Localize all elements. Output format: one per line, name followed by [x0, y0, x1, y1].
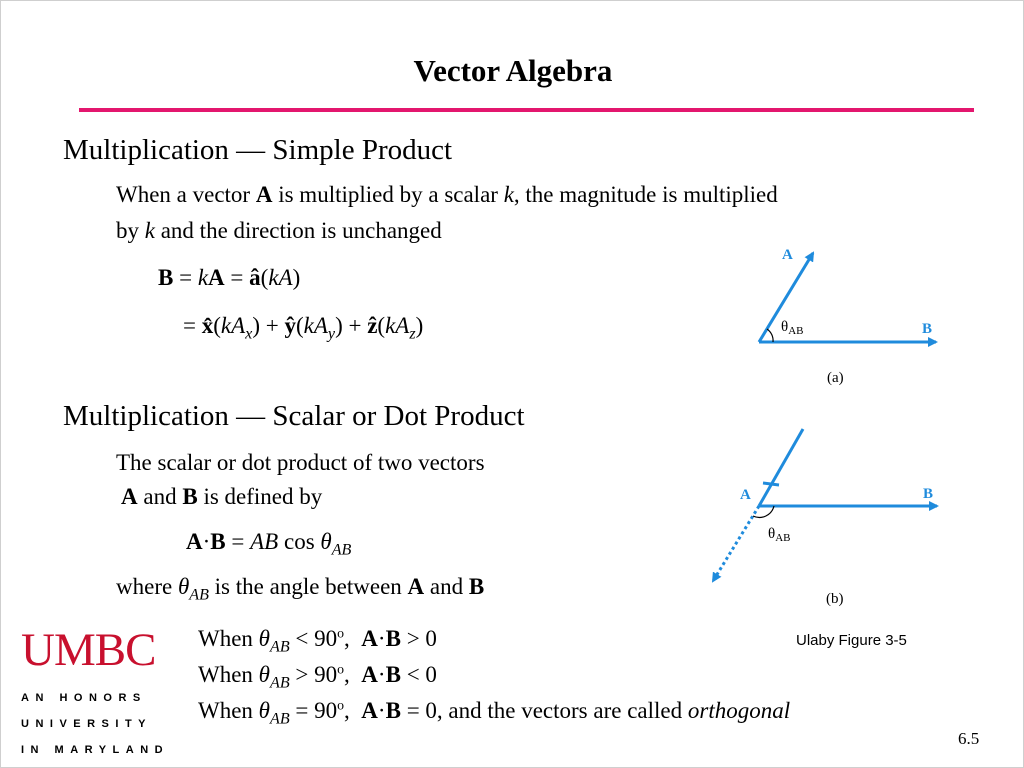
page-number: 6.5: [958, 729, 980, 748]
logo-tagline-2: UNIVERSITY: [21, 718, 153, 730]
theta-label-b: $\theta_{AB}$: [768, 526, 791, 544]
equation-scalar-components: = $x̂(kA_x)$ + $ŷ(kA_y)$ + $ẑ(kA_z)$: [183, 313, 424, 343]
vector-a-dotted-extension: [713, 506, 759, 581]
logo-tagline-1: AN HONORS: [21, 692, 147, 704]
dot-product-where-text: where $\theta_{AB}$ is the angle between A and B: [116, 574, 485, 604]
dot-product-text-line-1: The scalar or dot product of two vectors: [116, 450, 485, 475]
vector-b-label-b: B: [923, 486, 934, 502]
equation-dot-product: A·B = AB $\cos \theta_{AB}$: [186, 529, 352, 559]
simple-product-text-line-1: When a vector A is multiplied by a scalar k, the magnitude is multiplied: [116, 182, 778, 207]
figure-a-vectors: [741, 239, 951, 394]
dot-product-text-line-2: A and B is defined by: [121, 484, 323, 509]
equation-scalar-multiplication: B = kA = â(kA): [158, 265, 301, 290]
vector-a-label-b: A: [740, 487, 751, 503]
condition-orthogonal: When $\theta_{AB} = 90^o$, A·B = 0, and the vectors are called orthogonal: [198, 697, 791, 728]
section-heading-simple-product: Multiplication — Simple Product: [63, 134, 453, 166]
theta-label-a: $\theta_{AB}$: [781, 319, 804, 337]
umbc-logo: [21, 624, 170, 756]
slide-title: Vector Algebra: [413, 53, 613, 88]
angle-arc-a: [767, 329, 773, 342]
section-heading-dot-product: Multiplication — Scalar or Dot Product: [63, 400, 525, 432]
vector-a-label-a: A: [782, 247, 793, 263]
figure-b-vectors: [701, 423, 951, 613]
title-underline: [79, 108, 974, 112]
simple-product-text-line-2: by k and the direction is unchanged: [116, 218, 442, 243]
vector-b-label-a: B: [922, 321, 933, 337]
umbc-wordmark: UMBC: [21, 624, 156, 676]
condition-obtuse: When $\theta_{AB} > 90^o$, A·B < 0: [198, 661, 437, 692]
logo-tagline-3: IN MARYLAND: [21, 744, 170, 756]
caption-b: (b): [826, 591, 844, 607]
figure-credit: Ulaby Figure 3-5: [796, 632, 907, 649]
condition-acute: When $\theta_{AB} < 90^o$, A·B > 0: [198, 625, 437, 656]
vector-a-arrow-b: [759, 429, 803, 506]
caption-a: (a): [827, 370, 844, 386]
